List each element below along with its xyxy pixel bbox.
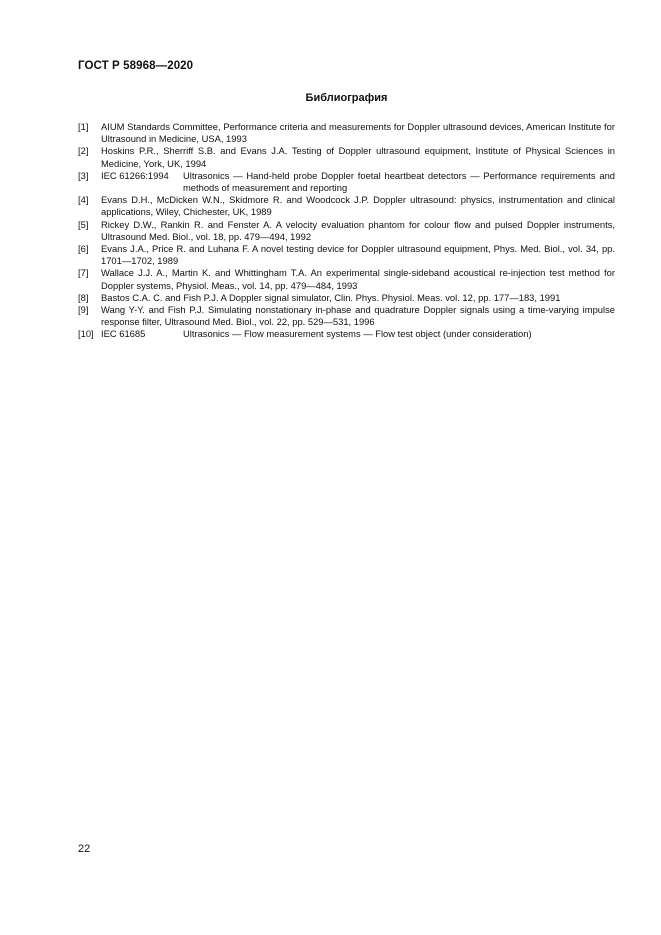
reference-text: Hoskins P.R., Sherriff S.B. and Evans J.A. Testing of Doppler ultrasound equipment, Institute of Physical Sciences in Medicine, York, UK, 1994 <box>101 145 615 169</box>
reference-text: Wallace J.J. A., Martin K. and Whittingham T.A. An experimental single-sideband acoustical re-injection test method for Doppler systems, Physiol. Meas., vol. 14, pp. 479—484, 1993 <box>101 267 615 291</box>
reference-text: Evans J.A., Price R. and Luhana F. A novel testing device for Doppler ultrasound equipment, Phys. Med. Biol., vol. 34, pp. 1701—1702, 1989 <box>101 243 615 267</box>
standard-code: IEC 61685 <box>101 328 146 340</box>
reference-text: Bastos C.A. C. and Fish P.J. A Doppler signal simulator, Clin. Phys. Physiol. Meas. vol. 12, pp. 177—183, 1991 <box>101 291 561 303</box>
reference-number: [3] <box>78 169 89 181</box>
reference-item <box>78 194 615 218</box>
reference-text: Evans D.H., McDicken W.N., Skidmore R. and Woodcock J.P. Doppler ultrasound: physics, instrumentation and clinical applications, Wiley, Chichester, UK, 1989 <box>101 194 615 218</box>
reference-number: [8] <box>78 291 89 303</box>
reference-number: [4] <box>78 194 89 206</box>
reference-text: Wang Y-Y. and Fish P.J. Simulating nonstationary in-phase and quadrature Doppler signals using a time-varying impulse response filter, Ultrasound Med. Biol., vol. 22, pp. 529—531, 1996 <box>101 304 615 328</box>
reference-item <box>78 243 615 267</box>
standard-code: IEC 61266:1994 <box>101 169 169 181</box>
reference-number: [1] <box>78 121 89 132</box>
standard-reference <box>101 170 615 194</box>
standard-title: Ultrasonics — Hand-held probe Doppler foetal heartbeat detectors — Performance requirements and methods of measurement and reporting <box>183 169 615 194</box>
page-number: 22 <box>78 843 91 855</box>
standard-title: Ultrasonics — Flow measurement systems — Flow test object (under consideration) <box>183 328 532 340</box>
reference-item <box>78 145 615 169</box>
bibliography-title: Библиография <box>305 92 388 104</box>
reference-number: [9] <box>78 304 89 316</box>
reference-item <box>78 304 615 328</box>
reference-item <box>78 267 615 291</box>
reference-number: [6] <box>78 243 89 255</box>
reference-item <box>78 219 615 243</box>
reference-text: Rickey D.W., Rankin R. and Fenster A. A velocity evaluation phantom for colour flow and pulsed Doppler instruments, Ultrasound Med. Biol., vol. 18, pp. 479—494, 1992 <box>101 218 615 242</box>
reference-number: [7] <box>78 267 89 279</box>
reference-item <box>78 121 615 145</box>
reference-text: AIUM Standards Committee, Performance criteria and measurements for Doppler ultrasound devices, American Institute for Ultrasound in Medicine, USA, 1993 <box>101 121 615 145</box>
reference-item <box>78 170 615 194</box>
standard-reference <box>101 328 615 340</box>
reference-item <box>78 328 615 340</box>
reference-number: [10] <box>78 328 94 340</box>
reference-item <box>78 292 615 304</box>
reference-number: [5] <box>78 218 89 230</box>
document-code-header: ГОСТ Р 58968—2020 <box>78 60 194 72</box>
reference-list <box>78 121 615 341</box>
reference-number: [2] <box>78 145 89 157</box>
